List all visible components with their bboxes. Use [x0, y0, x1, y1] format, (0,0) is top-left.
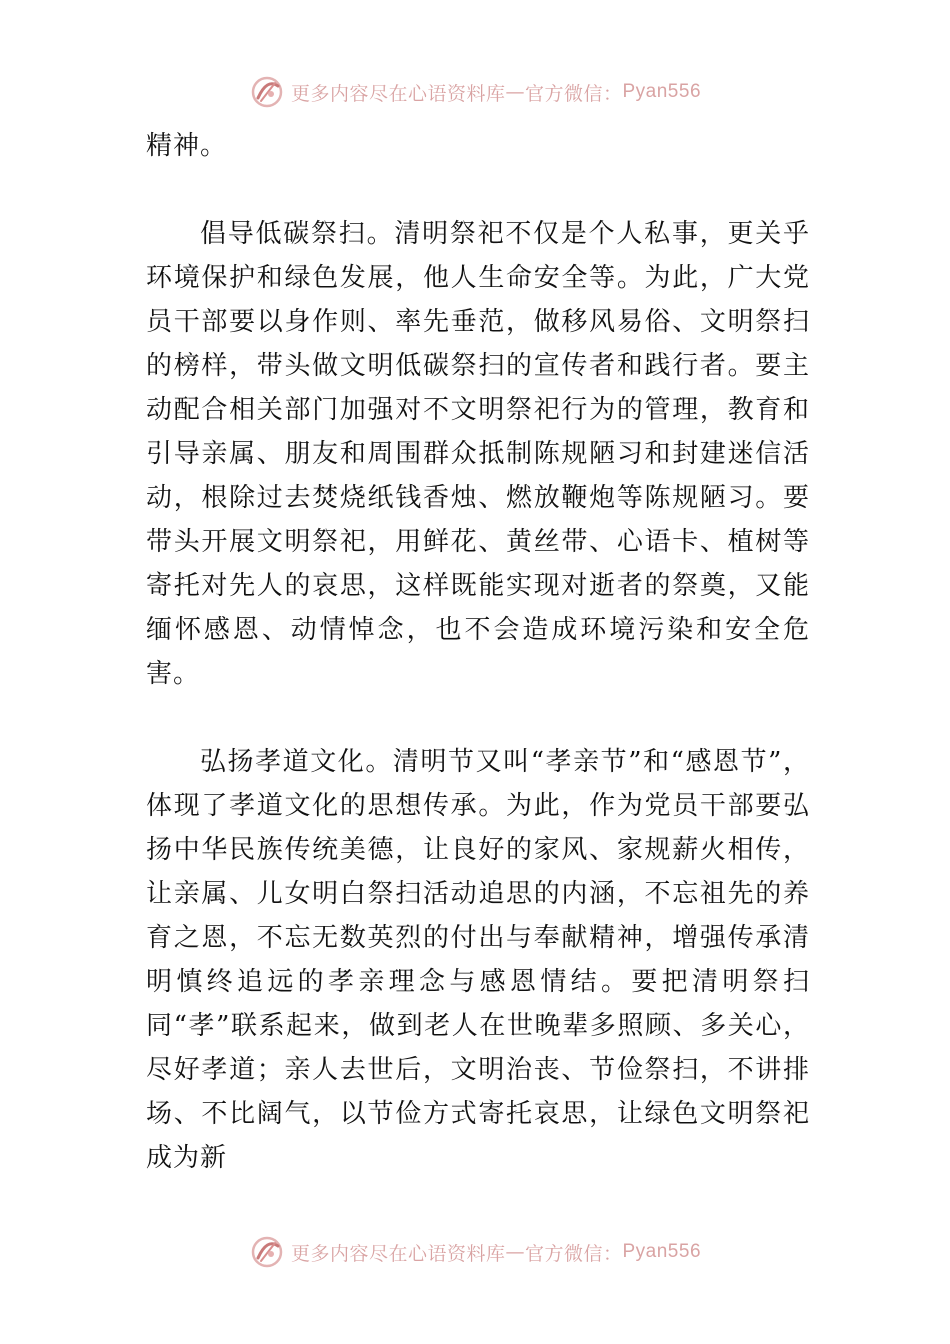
watermark-wechat-id: Pyan556	[622, 1241, 702, 1262]
watermark-wechat-label: 官方微信：	[524, 1242, 623, 1265]
paragraph-gap	[146, 696, 810, 740]
watermark-dash: —	[505, 81, 525, 103]
watermark-wechat-label: 官方微信：	[524, 82, 623, 105]
watermark-site-text: 更多内容尽在心语资料库	[290, 1242, 506, 1265]
seal-logo-icon	[249, 1234, 285, 1270]
paragraph-gap	[146, 168, 810, 212]
header-watermark	[0, 72, 950, 112]
watermark-site-text: 更多内容尽在心语资料库	[290, 82, 506, 105]
document-body	[146, 124, 810, 1180]
seal-logo-icon	[249, 74, 285, 110]
footer-watermark	[0, 1232, 950, 1272]
paragraph-low-carbon-sweeping: 倡导低碳祭扫。清明祭祀不仅是个人私事，更关乎环境保护和绿色发展，他人生命安全等。为此，广大党员干部要以身作则、率先垂范，做移风易俗、文明祭扫的榜样，带头做文明低碳祭扫的宣传者和践行者。要主动配合相关部门加强对不文明祭祀行为的管理，教育和引导亲属、朋友和周围群众抵制陈规陋习和封建迷信活动，根除过去焚烧纸钱香烛、燃放鞭炮等陈规陋习。要带头开展文明祭祀，用鲜花、黄丝带、心语卡、植树等寄托对先人的哀思，这样既能实现对逝者的祭奠，又能缅怀感恩、动情悼念，也不会造成环境污染和安全危害。	[146, 219, 810, 689]
paragraph-continuation: 精神。	[146, 131, 228, 161]
watermark-wechat-id: Pyan556	[622, 81, 702, 102]
watermark-dash: —	[505, 1241, 525, 1263]
paragraph-filial-piety-culture: 弘扬孝道文化。清明节又叫“孝亲节”和“感恩节”，体现了孝道文化的思想传承。为此，作为党员干部要弘扬中华民族传统美德，让良好的家风、家规薪火相传，让亲属、儿女明白祭扫活动追思的内涵，不忘祖先的养育之恩，不忘无数英烈的付出与奉献精神，增强传承清明慎终追远的孝亲理念与感恩情结。要把清明祭扫同“孝”联系起来，做到老人在世晚辈多照顾、多关心，尽好孝道；亲人去世后，文明治丧、节俭祭扫，不讲排场、不比阔气，以节俭方式寄托哀思，让绿色文明祭祀成为新	[146, 747, 810, 1173]
